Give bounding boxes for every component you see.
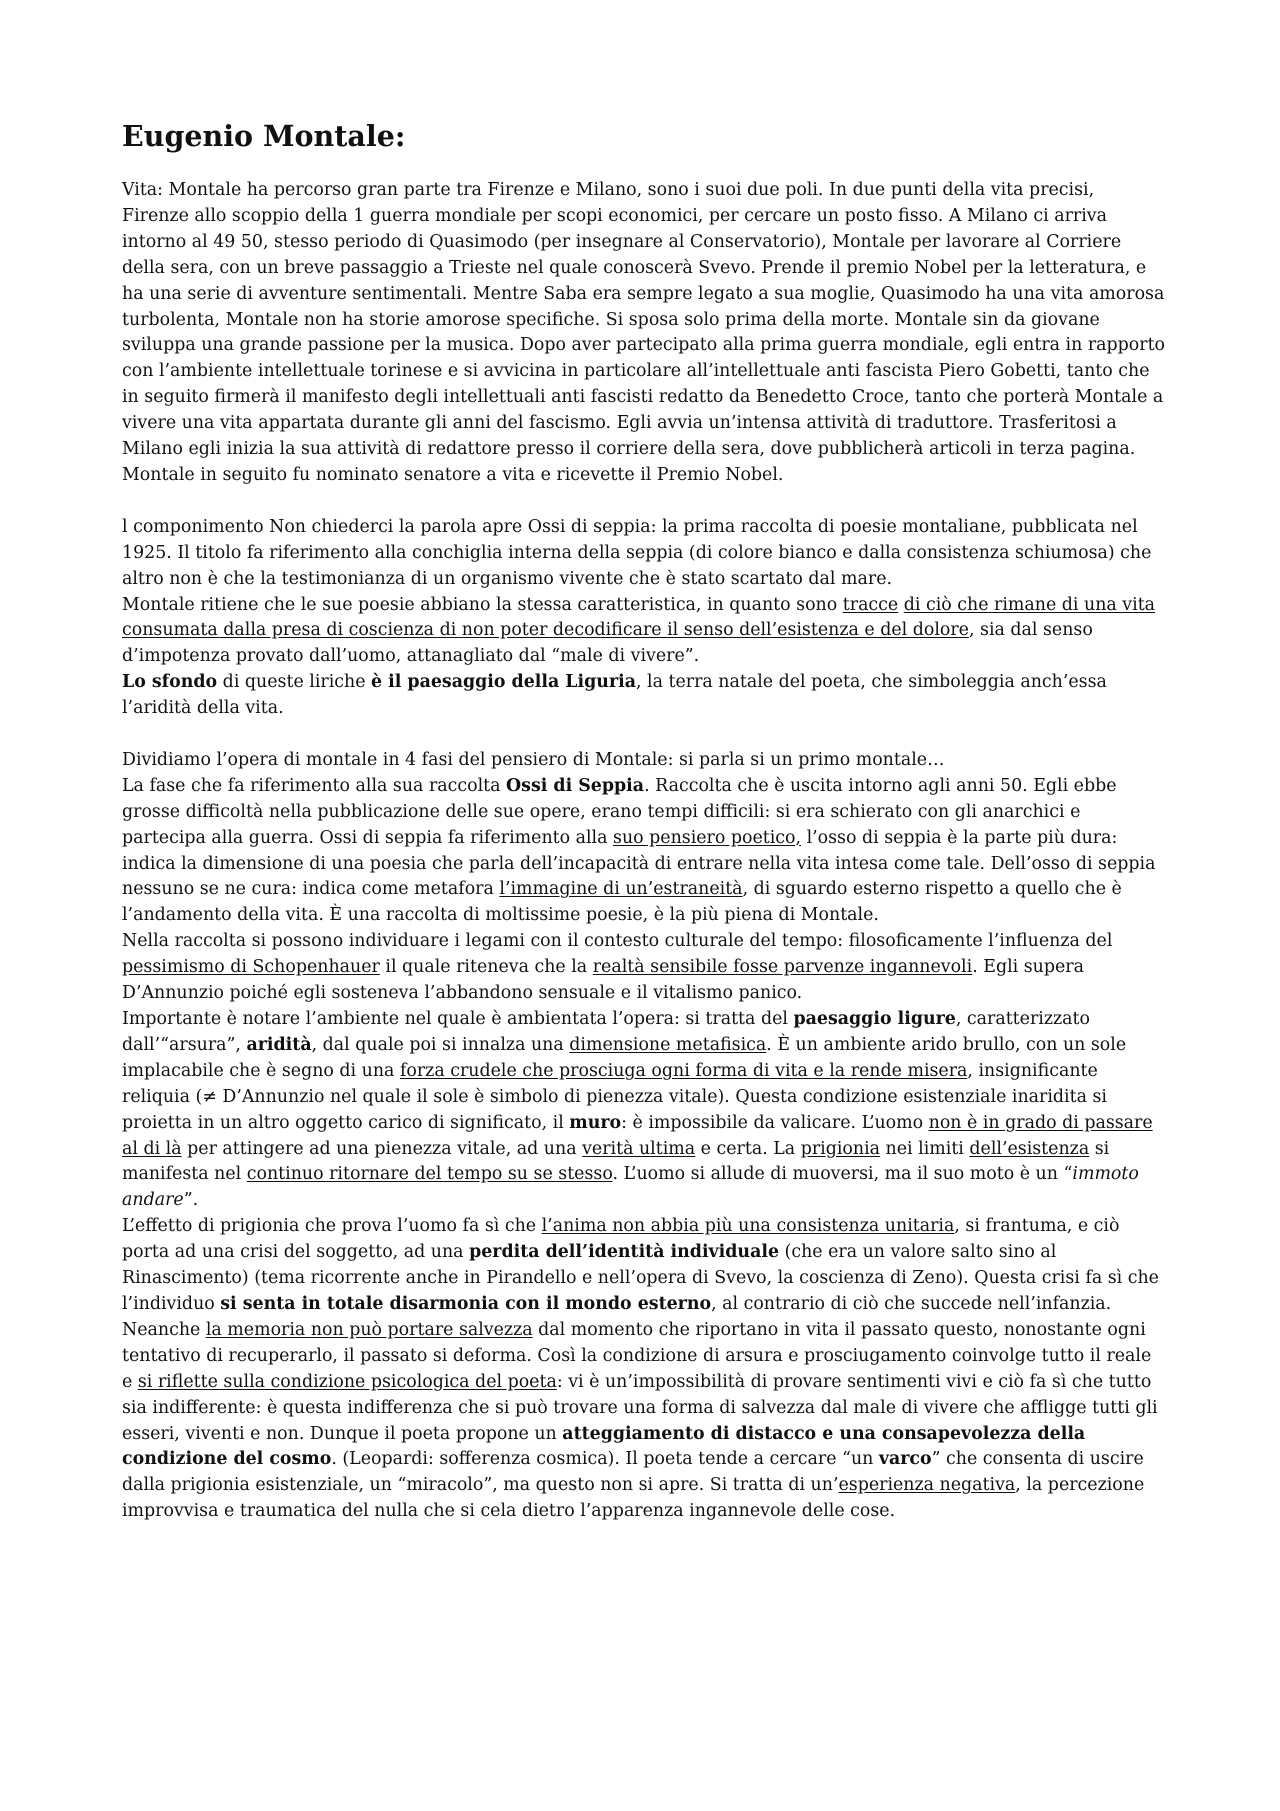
paragraph [122,178,1166,489]
paragraph [122,515,1166,593]
underlined-text: tracce [842,594,899,615]
text-run: per attingere ad una pienezza vitale, ad una [181,1138,583,1159]
text-run: , caratterizzato dall’“arsura”, [122,1009,1090,1055]
text-run: Nella raccolta si possono individuare i legami con il contesto culturale del tempo: filosoficamente l’influenza del [122,931,1113,952]
paragraph-gap [122,489,1166,515]
text-run: , insignificante reliquia (≠ D’Annunzio nel quale il sole è simbolo di pienezza vitale). Questa condizione esistenziale inaridita si proietta in un altro oggetto carico di significato, il [122,1060,1107,1133]
underlined-text: prigionia [800,1138,881,1159]
text-run: Importante è notare l’ambiente nel quale è ambientata l’opera: si tratta del [122,1009,794,1030]
text-run: Montale ritiene che le sue poesie abbiano la stessa caratteristica, in quanto sono [122,594,843,615]
underlined-text: la memoria non può portare salvezza [205,1319,533,1340]
text-run: (che era un valore salto sino al Rinascimento) (tema ricorrente anche in Pirandello e nell’opera di Svevo, la coscienza di Zeno). Questa crisi fa sì che l’individuo [122,1242,1159,1314]
bold-text: Ossi di Seppia [506,775,645,796]
italic-text: immoto andare [122,1164,1139,1211]
paragraph [122,748,1166,774]
underlined-text: dimensione metafisica [569,1034,767,1055]
bold-text: muro [569,1112,622,1133]
document-page [122,118,1166,1525]
text-run: il quale riteneva che la [379,957,593,978]
underlined-text: realtà sensibile fosse parvenze ingannevoli [592,957,973,978]
paragraph [122,670,1166,722]
bold-text: aridità [246,1034,312,1055]
text-run: l’osso di seppia è la parte più dura: indica la dimensione di una poesia che parla dell’incapacità di entrare nella vita intesa come tale. Dell’osso di seppia nessuno se ne cura: indica come metafora [122,827,1156,900]
text-run: . Raccolta che è uscita intorno agli anni 50. Egli ebbe grosse difficoltà nella pubblicazione delle sue opere, erano tempi difficili: si era schierato con gli anarchici e partecipa alla guerra. Ossi di seppia fa riferimento alla [122,775,1117,848]
text-run: dal momento che riportano in vita il passato questo, nonostante ogni tentativo di recuperarlo, il passato si deforma. Così la condizione di arsura e prosciugamento coinvolge tutto il reale e [122,1319,1152,1392]
text-run: ”. [183,1190,199,1211]
paragraph [122,1214,1166,1525]
paragraph-gap [122,722,1166,748]
bold-text: si senta in totale disarmonia con il mondo esterno [220,1293,712,1314]
bold-text: perdita dell’identità individuale [469,1242,780,1263]
paragraph [122,1007,1166,1214]
text-run: di queste liriche [217,672,372,693]
text-run: , la percezione improvvisa e traumatica del nulla che si cela dietro l’apparenza ingannevole delle cose. [122,1475,1145,1522]
text-run: , sia dal senso d’impotenza provato dall’uomo, attanagliato dal “male di vivere”. [122,620,1093,667]
bold-text: paesaggio ligure [793,1009,956,1030]
text-run: l componimento Non chiederci la parola apre Ossi di seppia: la prima raccolta di poesie montaliane, pubblicata nel 1925. Il titolo fa riferimento alla conchiglia interna della seppia (di colore bianco e dalla consistenza schiumosa) che altro non è che la testimonianza di un organismo vivente che è stato scartato dal mare. [122,516,1152,589]
document-body [122,178,1166,1525]
underlined-text: l’immagine di un’estraneità [499,879,743,900]
text-run: . L’uomo si allude di muoversi, ma il suo moto è un “ [612,1164,1073,1185]
text-run: . È un ambiente arido brullo, con un sole implacabile che è segno di una [122,1034,1127,1081]
bold-text: Lo sfondo [122,672,218,693]
underlined-text: esperienza negativa [838,1475,1016,1496]
underlined-text: l’anima non abbia più una consistenza unitaria [541,1216,955,1237]
text-run: , dal quale poi si innalza una [311,1034,570,1055]
text-run: Dividiamo l’opera di montale in 4 fasi del pensiero di Montale: si parla si un primo montale… [122,749,945,770]
underlined-text: suo pensiero poetico, [613,827,802,848]
text-run: si manifesta nel [122,1138,1110,1185]
text-run: nei limiti [880,1138,970,1159]
paragraph [122,774,1166,929]
text-run: e certa. La [695,1138,801,1159]
paragraph [122,929,1166,1007]
text-run: ” che consenta di uscire dalla prigionia esistenziale, un “miracolo”, ma questo non si apre. Si tratta di un’ [122,1449,1144,1496]
underlined-text: si riflette sulla condizione psicologica del poeta [137,1371,557,1392]
underlined-text: dell’esistenza [969,1138,1090,1159]
underlined-text: di ciò che rimane di una vita consumata dalla presa di coscienza di non poter decodificare il senso dell’esistenza e del dolore [122,594,1156,641]
underlined-text: continuo ritornare del tempo su se stesso [246,1164,613,1185]
text-run: , di sguardo esterno rispetto a quello che è l’andamento della vita. È una raccolta di moltissime poesie, è la più piena di Montale. [122,879,1122,926]
text-run: La fase che fa riferimento alla sua raccolta [122,775,507,796]
text-run: , al contrario di ciò che succede nell’infanzia. Neanche [122,1293,1112,1340]
text-run: . (Leopardi: sofferenza cosmica). Il poeta tende a cercare “un [331,1449,879,1470]
underlined-text: non è in grado di passare al di là [122,1112,1153,1159]
text-run: , si frantuma, e ciò porta ad una crisi del soggetto, ad una [122,1216,1120,1263]
underlined-text: pessimismo di Schopenhauer [122,957,380,978]
underlined-text: verità ultima [582,1138,696,1159]
text-run: L’effetto di prigionia che prova l’uomo fa sì che [122,1216,542,1237]
bold-text: varco [878,1449,932,1470]
text-run: : vi è un’impossibilità di provare sentimenti vivi e ciò fa sì che tutto sia indifferente: è questa indifferenza che si può trovare una forma di salvezza dal male di vivere che affligge tutti gli esseri, viventi e non. Dunque il poeta propone un [122,1371,1158,1444]
text-run: . Egli supera D’Annunzio poiché egli sosteneva l’abbandono sensuale e il vitalismo panico. [122,957,1084,1004]
bold-text: è il paesaggio della Liguria [371,672,636,693]
text-run: , la terra natale del poeta, che simboleggia anch’essa l’aridità della vita. [122,672,1107,719]
document-title: Eugenio Montale: [122,119,406,153]
underlined-text: forza crudele che prosciuga ogni forma di vita e la rende misera [399,1060,968,1081]
text-run: Vita: Montale ha percorso gran parte tra Firenze e Milano, sono i suoi due poli. In due punti della vita precisi, Firenze allo scoppio della 1 guerra mondiale per scopi economici, per cercare un posto fisso. A Milano ci arriva intorno al 49 50, stesso periodo di Quasimodo (per insegnare al Conservatorio), Montale per lavorare al Corriere della sera, con un breve passaggio a Trieste nel quale conoscerà Svevo. Prende il premio Nobel per la letteratura, e ha una serie di avventure sentimentali. Mentre Saba era sempre legato a sua moglie, Quasimodo ha una vita amorosa turbolenta, Montale non ha storie amorose specifiche. Si sposa solo prima della morte. Montale sin da giovane sviluppa una grande passione per la musica. Dopo aver partecipato alla prima guerra mondiale, egli entra in rapporto con l’ambiente intellettuale torinese e si avvicina in particolare all’intellettuale anti fascista Piero Gobetti, tanto che in seguito firmerà il manifesto degli intellettuali anti fascisti redatto da Benedetto Croce, tanto che porterà Montale a vivere una vita appartata durante gli anni del fascismo. Egli avvia un’intensa attività di traduttore. Trasferitosi a Milano egli inizia la sua attività di redattore presso il corriere della sera, dove pubblicherà articoli in terza pagina. Montale in seguito fu nominato senatore a vita e ricevette il Premio Nobel. [122,180,1166,486]
text-run: : è impossibile da valicare. L’uomo [621,1112,929,1133]
paragraph [122,593,1166,671]
bold-text: atteggiamento di distacco e una consapevolezza della condizione del cosmo [122,1423,1086,1470]
